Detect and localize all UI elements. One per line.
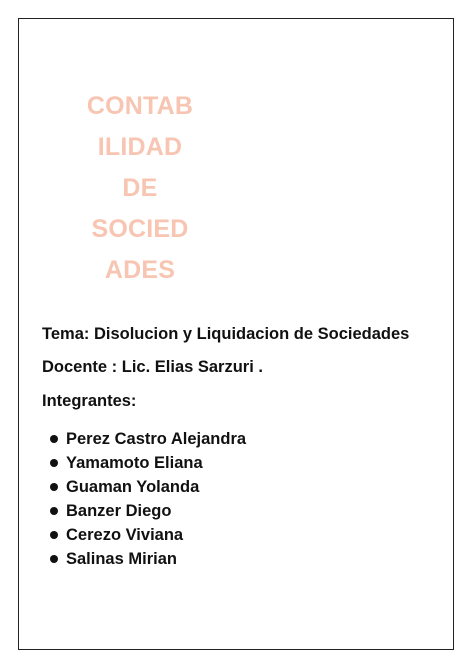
members-heading: Integrantes: bbox=[42, 392, 137, 410]
title-line: SOCIED bbox=[91, 215, 189, 243]
list-item bbox=[50, 499, 246, 523]
member-name: Banzer Diego bbox=[66, 501, 172, 520]
member-name: Guaman Yolanda bbox=[66, 477, 200, 496]
list-item bbox=[50, 475, 246, 499]
member-name: Cerezo Viviana bbox=[66, 525, 184, 544]
title-line: DE bbox=[122, 174, 158, 202]
document-title bbox=[60, 86, 220, 291]
list-item bbox=[50, 451, 246, 475]
list-item bbox=[50, 427, 246, 451]
list-item bbox=[50, 523, 246, 547]
bullet-dot-icon bbox=[50, 507, 58, 515]
bullet-dot-icon bbox=[50, 483, 58, 491]
bullet-dot-icon bbox=[50, 531, 58, 539]
bullet-dot-icon bbox=[50, 435, 58, 443]
member-name: Perez Castro Alejandra bbox=[66, 429, 247, 448]
member-name: Yamamoto Eliana bbox=[66, 453, 203, 472]
title-line: ADES bbox=[104, 256, 176, 284]
title-line: ILIDAD bbox=[97, 133, 183, 161]
members-list bbox=[50, 427, 246, 571]
teacher-line: Docente : Lic. Elias Sarzuri . bbox=[42, 358, 263, 376]
title-line: CONTAB bbox=[86, 92, 194, 120]
bullet-dot-icon bbox=[50, 555, 58, 563]
topic-line: Tema: Disolucion y Liquidacion de Sociedades bbox=[42, 325, 410, 343]
bullet-dot-icon bbox=[50, 459, 58, 467]
member-name: Salinas Mirian bbox=[66, 549, 177, 568]
list-item bbox=[50, 547, 246, 571]
